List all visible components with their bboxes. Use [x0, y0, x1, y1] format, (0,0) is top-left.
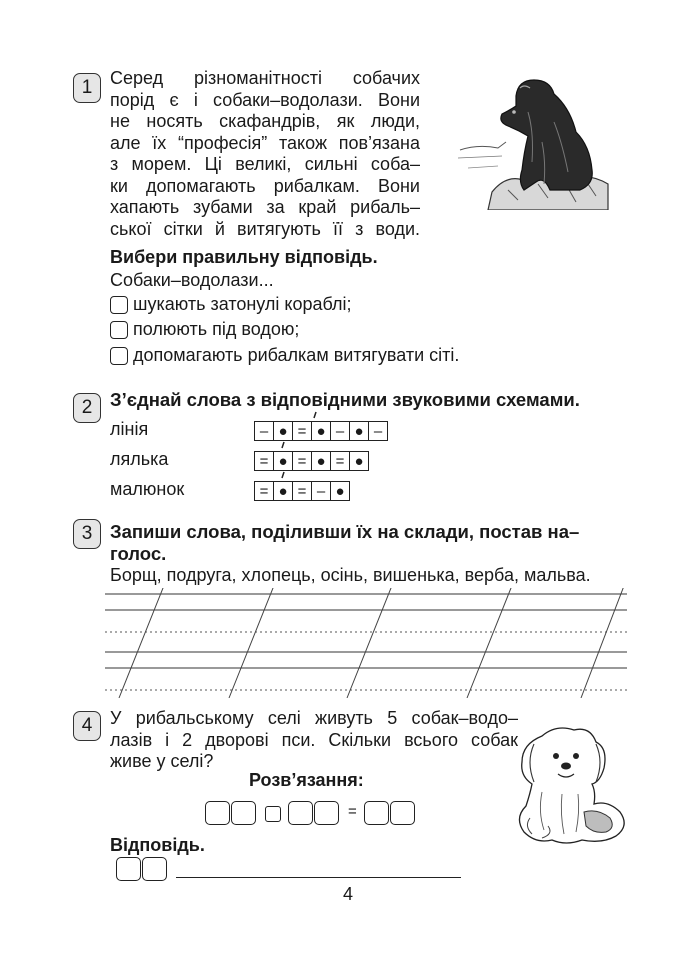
page-number: 4: [343, 884, 354, 904]
task-number-badge: 2: [73, 393, 101, 423]
schema-symbol: ●: [273, 452, 292, 470]
task3-instruction-line2: голос.: [110, 543, 167, 564]
answer-option-2: полюють під водою;: [133, 319, 300, 339]
answer-checkbox-3[interactable]: [110, 347, 128, 365]
result-digit-box[interactable]: [390, 801, 415, 825]
schema-symbol: =: [292, 452, 311, 470]
schema-symbol: ●: [273, 422, 292, 440]
text-line: У рибальському селі живуть 5 собак–водо–: [110, 708, 518, 728]
schema-symbol: ●: [349, 422, 368, 440]
task2-word-1: лінія: [110, 419, 149, 439]
task1-prompt: Собаки–водолази...: [110, 270, 274, 290]
schema-symbol: =: [292, 482, 311, 500]
schema-symbol: –: [259, 422, 269, 440]
task4-text: [110, 708, 518, 773]
solution-digit-box[interactable]: [231, 801, 256, 825]
dog-on-rocks-illustration: [458, 72, 610, 210]
answer-option-3: допомагають рибалкам витягувати сіті.: [133, 345, 460, 365]
text-line: Серед різноманітності собачих: [110, 68, 420, 88]
solution-digit-box[interactable]: [205, 801, 230, 825]
schema-symbol: =: [259, 482, 269, 500]
answer-option-1: шукають затонулі кораблі;: [133, 294, 352, 314]
text-line: хапають зубами за край рибаль–: [110, 197, 420, 217]
schema-symbol: ●: [330, 482, 349, 500]
task2-word-3: малюнок: [110, 479, 185, 499]
text-line: але їх “професія” також пов’язана: [110, 132, 420, 153]
writing-lines[interactable]: [105, 588, 630, 698]
schema-symbol: –: [330, 422, 349, 440]
task-number-badge: 4: [73, 711, 101, 741]
equals-sign: =: [348, 803, 357, 820]
text-line: ки допомагають рибалкам. Вони: [110, 175, 420, 196]
solution-label: Розв’язання:: [249, 770, 364, 790]
task1-text: [110, 68, 420, 240]
solution-digit-box[interactable]: [314, 801, 339, 825]
schema-symbol: ●: [311, 452, 330, 470]
task-number-badge: 3: [73, 519, 101, 549]
schema-symbol: –: [311, 482, 330, 500]
text-line: ської сітки й витягують її з води.: [110, 218, 420, 239]
text-line: з морем. Ці великі, сильні соба–: [110, 154, 420, 174]
text-line: лазів і 2 дворові пси. Скільки всього собак: [110, 729, 518, 750]
result-digit-box[interactable]: [364, 801, 389, 825]
task3-instruction-line1: Запиши слова, поділивши їх на склади, постав на–: [110, 521, 580, 542]
text-line: не носять скафандрів, як люди,: [110, 111, 420, 131]
schema-symbol: ●: [349, 452, 368, 470]
answer-digit-box[interactable]: [116, 857, 141, 881]
schema-symbol: =: [259, 452, 269, 470]
schema-symbol: =: [330, 452, 349, 470]
task2-word-2: лялька: [110, 449, 169, 469]
stress-marks: [270, 410, 330, 486]
answer-line[interactable]: [176, 877, 461, 878]
answer-checkbox-2[interactable]: [110, 321, 128, 339]
fluffy-dog-illustration: [512, 722, 628, 848]
schema-symbol: =: [292, 422, 311, 440]
answer-digit-box[interactable]: [142, 857, 167, 881]
task3-words: Борщ, подруга, хлопець, осінь, вишенька, верба, мальва.: [110, 565, 591, 585]
solution-digit-box[interactable]: [288, 801, 313, 825]
schema-symbol: ●: [273, 482, 292, 500]
answer-checkbox-1[interactable]: [110, 296, 128, 314]
task-number-badge: 1: [73, 73, 101, 103]
task2-instruction: З’єднай слова з відповідними звуковими схемами.: [110, 389, 580, 410]
task1-instruction: Вибери правильну відповідь.: [110, 247, 378, 267]
schema-symbol: ●: [311, 422, 330, 440]
text-line: порід є і собаки–водолази. Вони: [110, 89, 420, 110]
text-line: живе у селі?: [110, 751, 214, 771]
answer-label: Відповідь.: [110, 835, 205, 855]
operation-sign-box[interactable]: [265, 806, 281, 822]
schema-symbol: –: [368, 422, 387, 440]
